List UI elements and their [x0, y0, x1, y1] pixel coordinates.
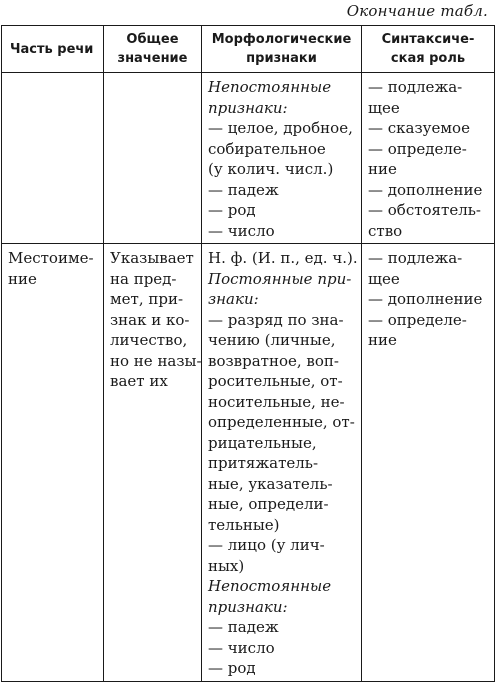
header-line: Общее	[126, 32, 179, 47]
cell-line: тельные)	[208, 515, 280, 534]
cell-line: ные, указатель-	[208, 474, 333, 493]
cell-line: но не назы-	[110, 351, 202, 370]
part-of-speech-cell	[2, 244, 104, 682]
cell-line: Непостоянные	[208, 78, 332, 96]
cell-line: ные, определи-	[208, 495, 329, 513]
cell-line: знак и ко-	[110, 310, 190, 329]
cell-line: ние	[368, 331, 397, 349]
cell-line: — лицо (у лич-	[208, 536, 325, 554]
header-line: значение	[117, 51, 188, 66]
syntactic-role-cell	[362, 73, 495, 244]
header-line: Морфологические	[211, 32, 352, 47]
header-line: ская роль	[390, 51, 466, 66]
cell-line: определенные, от-	[208, 413, 355, 431]
cell-line: — число	[208, 638, 275, 657]
cell-line: — обстоятель-	[368, 201, 481, 219]
morph-features-cell	[202, 73, 362, 244]
table-row	[2, 73, 495, 244]
cell-line: — число	[208, 221, 275, 240]
cell-line: — определе-	[368, 310, 467, 329]
cell-line: — определе-	[368, 139, 467, 158]
cell-line: — дополнение	[368, 180, 483, 199]
cell-line: Н. ф. (И. п., ед. ч.).	[208, 249, 358, 267]
cell-line: знаки:	[208, 290, 259, 308]
cell-line: — подлежа-	[368, 249, 463, 267]
cell-line: вает их	[110, 372, 168, 390]
cell-line: ние	[8, 269, 37, 288]
header-morphological-features	[202, 26, 362, 73]
cell-line: собирательное	[208, 139, 326, 158]
meaning-cell	[104, 244, 202, 682]
cell-line: притяжатель-	[208, 454, 319, 472]
header-general-meaning	[104, 26, 202, 73]
cell-line: росительные, от-	[208, 372, 343, 390]
cell-line: Указывает	[110, 249, 194, 267]
cell-line: чению (личные,	[208, 331, 336, 349]
syntactic-role-cell	[362, 244, 495, 682]
cell-line: Непостоянные	[208, 577, 332, 595]
cell-line: возвратное, воп-	[208, 351, 339, 370]
cell-line: ние	[368, 160, 397, 178]
cell-line: признаки:	[208, 597, 288, 616]
cell-line: носительные, не-	[208, 392, 345, 411]
cell-line: мет, при-	[110, 290, 184, 308]
cell-line: Постоянные при-	[208, 269, 352, 288]
cell-line: личество,	[110, 331, 188, 349]
cell-line: на пред-	[110, 269, 177, 288]
cell-line: — целое, дробное,	[208, 119, 353, 137]
cell-line: — падеж	[208, 180, 279, 199]
cell-line: (у колич. числ.)	[208, 160, 334, 178]
table-header-row	[2, 26, 495, 73]
cell-line: признаки:	[208, 98, 288, 117]
header-line: Синтаксиче-	[381, 32, 475, 47]
meaning-cell	[104, 73, 202, 244]
cell-line: — род	[208, 201, 256, 219]
header-part-of-speech: Часть речи	[2, 26, 104, 73]
header-syntactic-role	[362, 26, 495, 73]
cell-line: ных)	[208, 556, 245, 575]
table-row	[2, 244, 495, 682]
cell-line: Местоиме-	[8, 249, 94, 267]
cell-line: — падеж	[208, 618, 279, 636]
cell-line: щее	[368, 269, 400, 288]
morph-features-cell	[202, 244, 362, 682]
cell-line: — разряд по зна-	[208, 310, 344, 329]
cell-line: ство	[368, 221, 403, 240]
table-caption: Окончание табл.	[346, 2, 488, 20]
header-line: признаки	[246, 51, 317, 66]
cell-line: рицательные,	[208, 433, 317, 452]
parts-of-speech-table	[1, 25, 495, 682]
cell-line: — род	[208, 659, 256, 677]
cell-line: — дополнение	[368, 290, 483, 308]
cell-line: щее	[368, 98, 400, 117]
cell-line: — сказуемое	[368, 119, 470, 137]
cell-line: — подлежа-	[368, 78, 463, 96]
part-of-speech-cell	[2, 73, 104, 244]
